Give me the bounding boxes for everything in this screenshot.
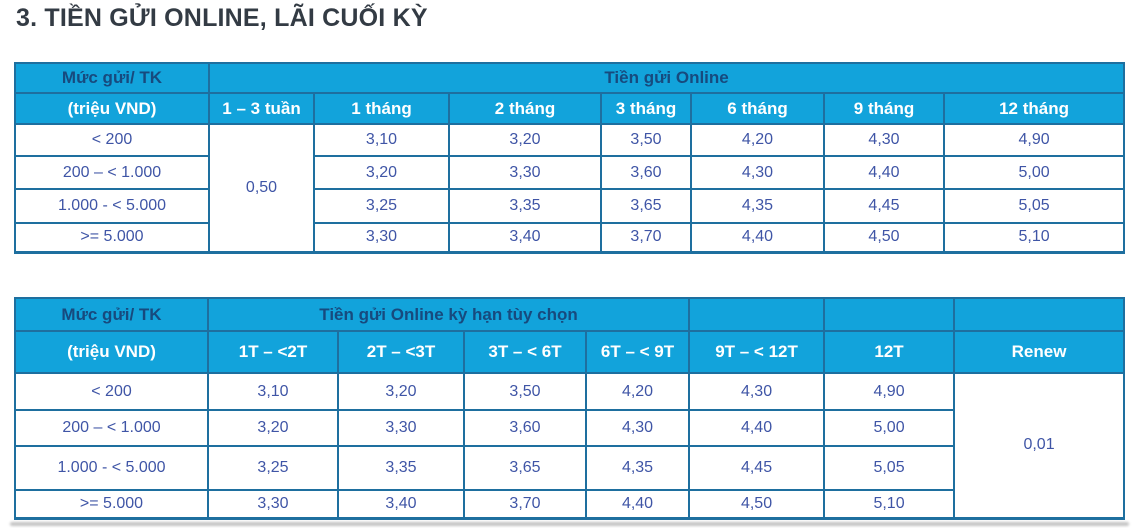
- rate-cell: 3,20: [338, 373, 464, 410]
- rate-cell: 3,30: [314, 223, 449, 252]
- rate-cell: 4,40: [691, 223, 824, 252]
- rate-cell: 3,20: [314, 156, 449, 189]
- bottom-cutoff-shadow: [10, 522, 1129, 526]
- corner-subheader: (triệu VND): [15, 93, 209, 124]
- group-header: Tiền gửi Online: [209, 63, 1124, 93]
- rate-cell: 3,60: [601, 156, 691, 189]
- rate-cell: 4,40: [824, 156, 944, 189]
- tier-label: 200 – < 1.000: [15, 156, 209, 189]
- column-header: 6 tháng: [691, 93, 824, 124]
- rate-cell: 4,45: [824, 189, 944, 223]
- column-header: 9T – < 12T: [689, 331, 824, 373]
- empty-header-cell: [689, 298, 824, 331]
- column-header: 1 – 3 tuần: [209, 93, 314, 124]
- tier-label: < 200: [15, 124, 209, 156]
- rate-cell: 4,30: [824, 124, 944, 156]
- rate-cell: 4,40: [689, 410, 824, 446]
- rate-cell: 3,35: [449, 189, 601, 223]
- rate-cell: 5,10: [824, 490, 954, 518]
- rate-cell: 4,90: [824, 373, 954, 410]
- merged-rate-cell: 0,01: [954, 373, 1124, 518]
- rate-cell: 3,65: [464, 446, 586, 490]
- column-header: 12 tháng: [944, 93, 1124, 124]
- rate-cell: 4,20: [691, 124, 824, 156]
- rate-cell: 3,25: [208, 446, 338, 490]
- tier-label: >= 5.000: [15, 223, 209, 252]
- group-header: Tiền gửi Online kỳ hạn tùy chọn: [208, 298, 689, 331]
- tier-label: 1.000 - < 5.000: [15, 446, 208, 490]
- rate-cell: 3,50: [464, 373, 586, 410]
- rate-cell: 3,40: [338, 490, 464, 518]
- rate-cell: 3,25: [314, 189, 449, 223]
- tier-label: >= 5.000: [15, 490, 208, 518]
- column-header: 6T – < 9T: [586, 331, 689, 373]
- rate-cell: 3,20: [449, 124, 601, 156]
- table-row: [15, 223, 1124, 252]
- rate-cell: 4,20: [586, 373, 689, 410]
- table-row: [15, 373, 1124, 410]
- rate-cell: 4,30: [689, 373, 824, 410]
- rate-cell: 4,30: [691, 156, 824, 189]
- rate-cell: 5,10: [944, 223, 1124, 252]
- online-deposit-fixed-term-table: [14, 62, 1125, 254]
- rate-cell: 3,35: [338, 446, 464, 490]
- page-title: 3. TIỀN GỬI ONLINE, LÃI CUỐI KỲ: [16, 4, 428, 32]
- tier-label: < 200: [15, 373, 208, 410]
- rate-cell: 3,50: [601, 124, 691, 156]
- rate-cell: 4,35: [691, 189, 824, 223]
- rate-cell: 3,30: [449, 156, 601, 189]
- rate-cell: 5,05: [944, 189, 1124, 223]
- rate-cell: 3,20: [208, 410, 338, 446]
- rate-cell: 3,70: [464, 490, 586, 518]
- empty-header-cell: [824, 298, 954, 331]
- rate-cell: 4,50: [824, 223, 944, 252]
- rate-cell: 3,30: [208, 490, 338, 518]
- rate-cell: 3,65: [601, 189, 691, 223]
- table-row: [15, 189, 1124, 223]
- column-header: 2 tháng: [449, 93, 601, 124]
- rate-cell: 4,90: [944, 124, 1124, 156]
- column-header: 1 tháng: [314, 93, 449, 124]
- column-header: 2T – <3T: [338, 331, 464, 373]
- rate-cell: 3,60: [464, 410, 586, 446]
- tier-label: 200 – < 1.000: [15, 410, 208, 446]
- rate-cell: 3,10: [208, 373, 338, 410]
- empty-header-cell: [954, 298, 1124, 331]
- rate-cell: 3,30: [338, 410, 464, 446]
- corner-subheader: (triệu VND): [15, 331, 208, 373]
- merged-rate-cell: 0,50: [209, 124, 314, 252]
- rate-cell: 3,10: [314, 124, 449, 156]
- table-row: [15, 156, 1124, 189]
- rate-cell: 5,05: [824, 446, 954, 490]
- column-header: 1T – <2T: [208, 331, 338, 373]
- column-header: 9 tháng: [824, 93, 944, 124]
- online-deposit-flexible-term-table: [14, 297, 1125, 520]
- rate-cell: 4,45: [689, 446, 824, 490]
- rate-cell: 5,00: [944, 156, 1124, 189]
- tier-label: 1.000 - < 5.000: [15, 189, 209, 223]
- rate-cell: 4,35: [586, 446, 689, 490]
- rate-cell: 4,50: [689, 490, 824, 518]
- corner-header: Mức gửi/ TK: [15, 63, 209, 93]
- rate-cell: 5,00: [824, 410, 954, 446]
- column-header: 3 tháng: [601, 93, 691, 124]
- table-row: [15, 124, 1124, 156]
- column-header: Renew: [954, 331, 1124, 373]
- rate-cell: 3,70: [601, 223, 691, 252]
- corner-header: Mức gửi/ TK: [15, 298, 208, 331]
- column-header: 3T – < 6T: [464, 331, 586, 373]
- rate-cell: 4,40: [586, 490, 689, 518]
- column-header: 12T: [824, 331, 954, 373]
- rate-cell: 4,30: [586, 410, 689, 446]
- rate-cell: 3,40: [449, 223, 601, 252]
